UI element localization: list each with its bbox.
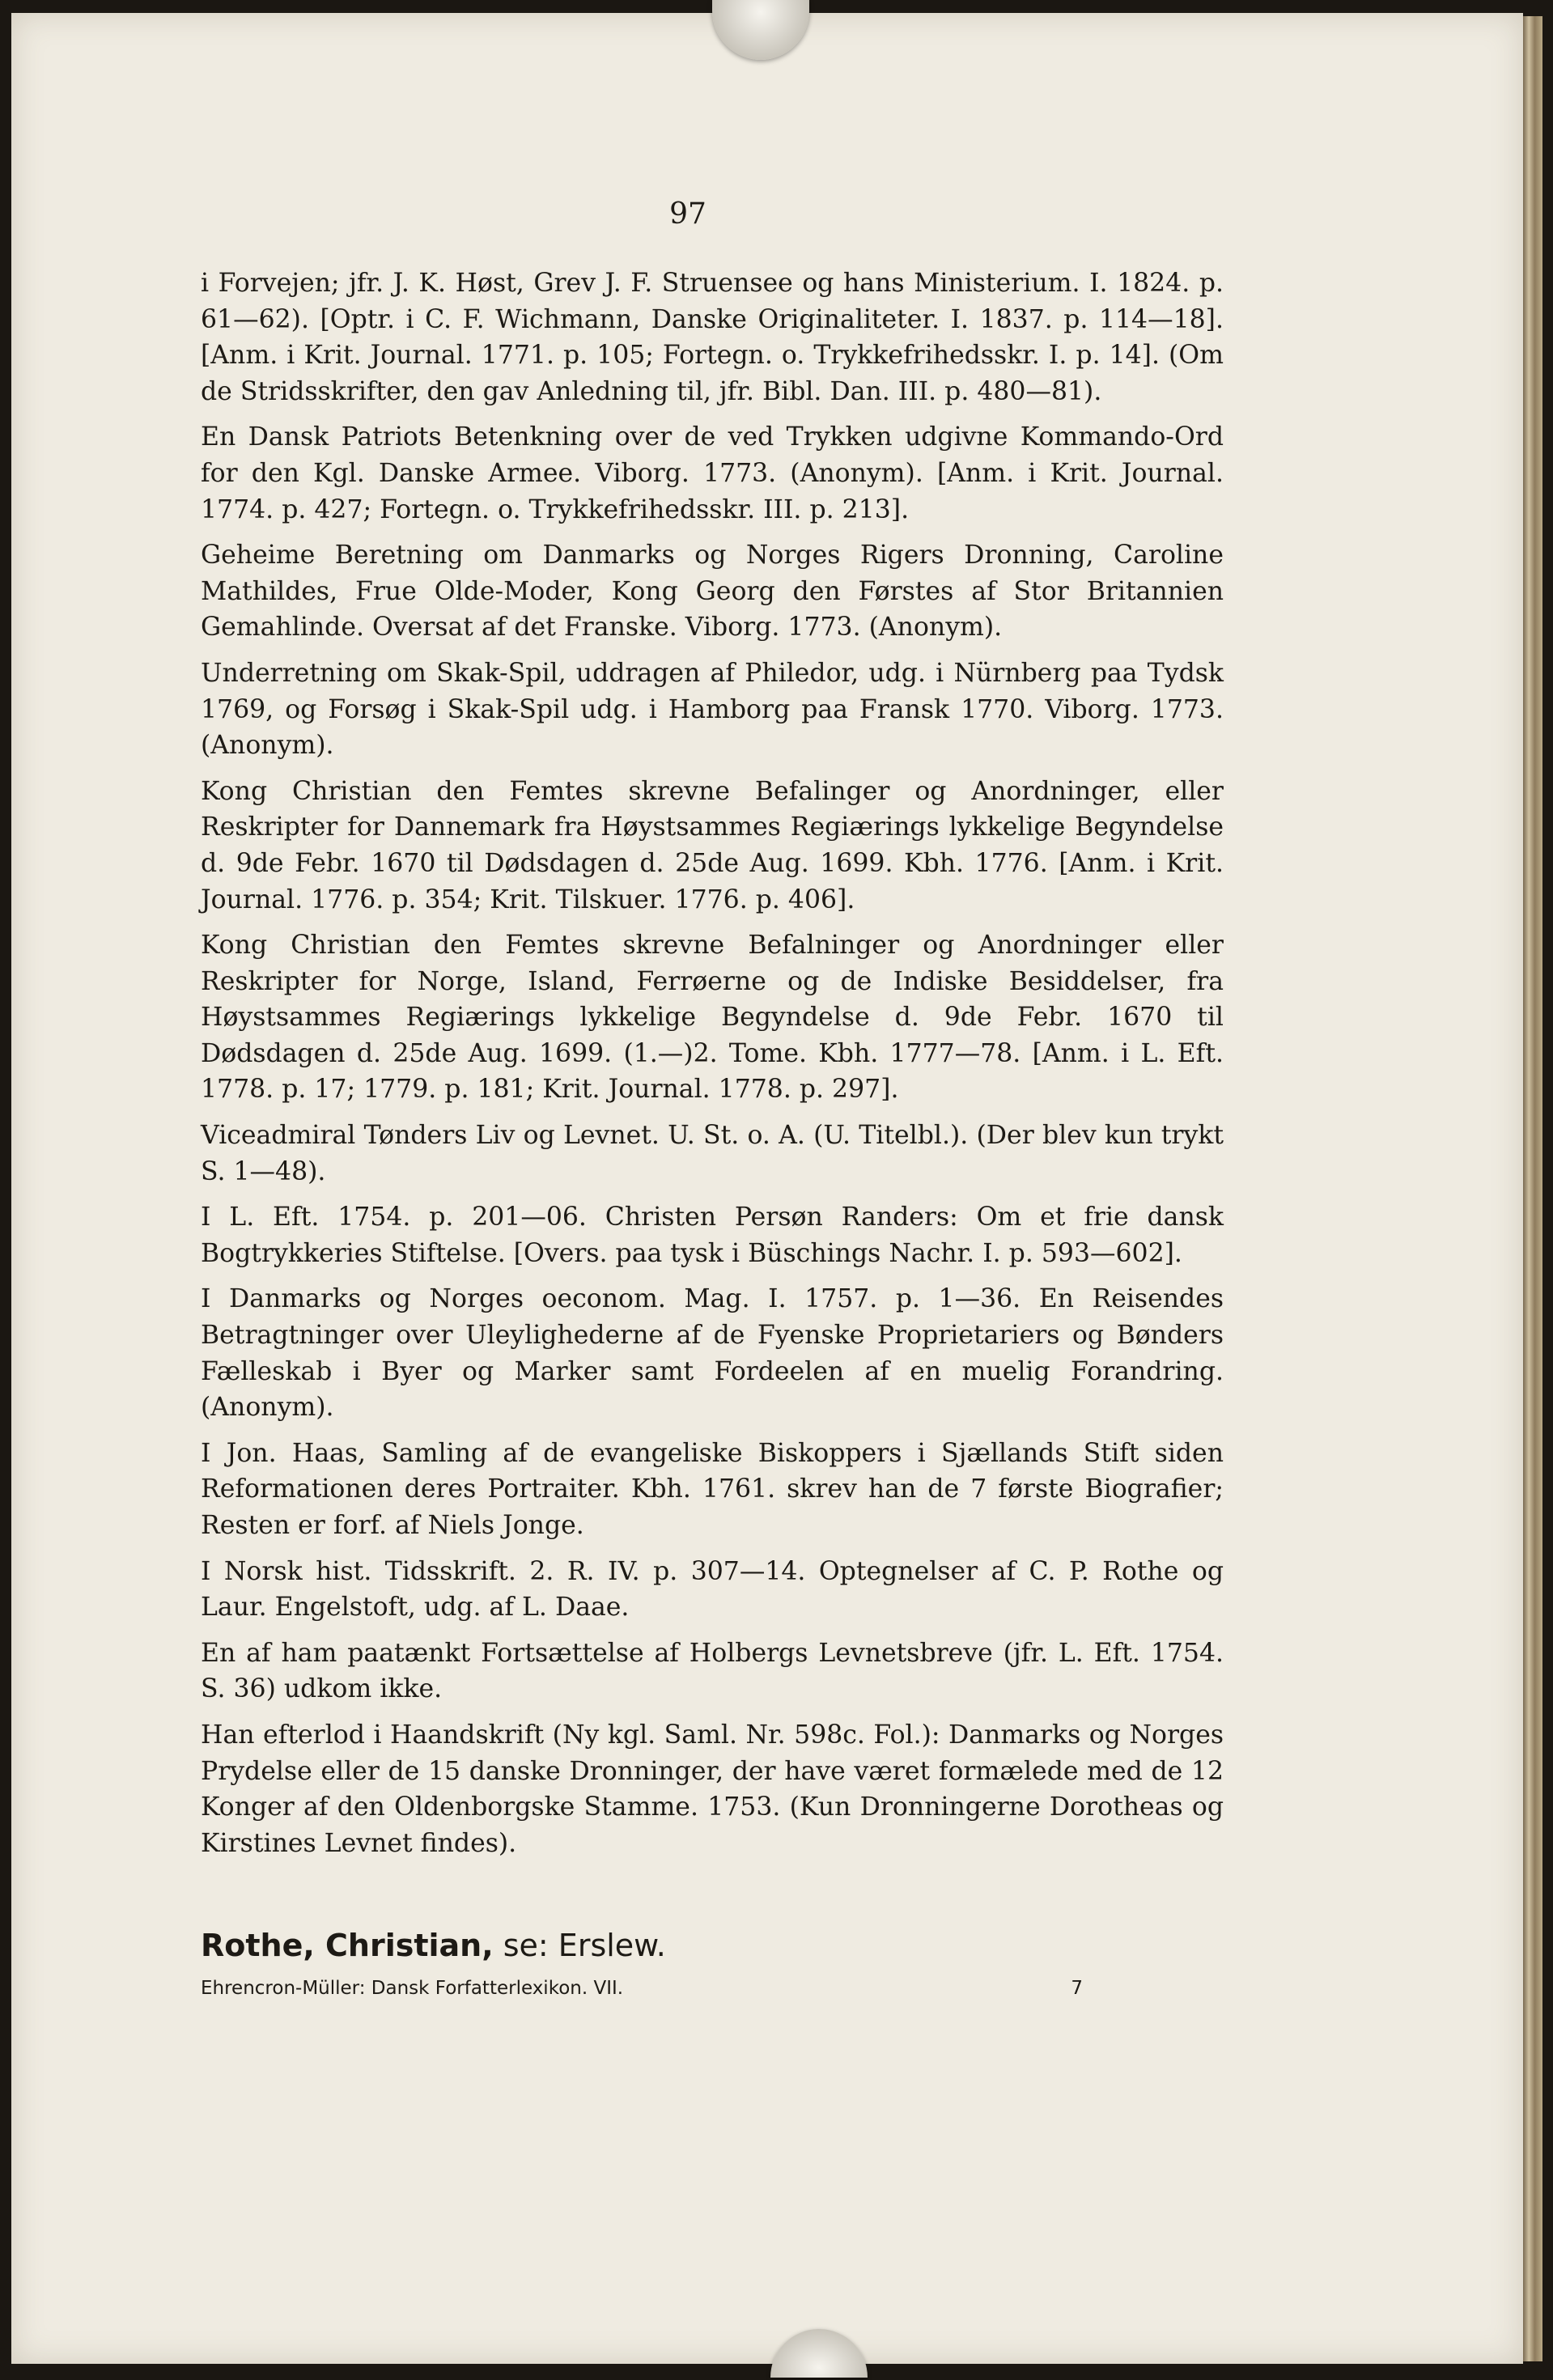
paragraph: Han efterlod i Haandskrift (Ny kgl. Saml. Nr. 598c. Fol.): Danmarks og Norges Prydelse eller de 15 danske Dronninger, der have været formælede med de 12 Konger af den Oldenborgske Stamme. 1753. (Kun Dronningerne Dorotheas og Kirstines Levnet findes). xyxy=(201,1720,1224,1858)
paragraph: I Jon. Haas, Samling af de evangeliske Biskoppers i Sjællands Stift siden Reformationen deres Portraiter. Kbh. 1761. skrev han de 7 første Biografier; Resten er forf. af Niels Jonge. xyxy=(201,1438,1224,1540)
paragraph: Geheime Beretning om Danmarks og Norges Rigers Dronning, Caroline Mathildes, Frue Olde-Moder, Kong Georg den Førstes af Stor Britannien Gemahlinde. Oversat af det Franske. Viborg. 1773. (Anonym). xyxy=(201,541,1224,643)
paragraph: Viceadmiral Tønders Liv og Levnet. U. St. o. A. (U. Titelbl.). (Der blev kun trykt S. 1—48). xyxy=(201,1121,1224,1186)
paragraph: Kong Christian den Femtes skrevne Befalinger og Anordninger, eller Reskripter for Dannemark fra Høystsammes Regiærings lykkelige Begyndelse d. 9de Febr. 1670 til Dødsdagen d. 25de Aug. 1699. Kbh. 1776. [Anm. i Krit. Journal. 1776. p. 354; Krit. Tilskuer. 1776. p. 406]. xyxy=(201,776,1224,914)
paragraph: I Danmarks og Norges oeconom. Mag. I. 1757. p. 1—36. En Reisendes Betragtninger over Uleylighederne af de Fyenske Proprietariers og Bønders Fælleskab i Byer og Marker samt Fordeelen af en muelig Forandring. (Anonym). xyxy=(201,1284,1224,1423)
paragraph: En Dansk Patriots Betenkning over de ved Trykken udgivne Kommando-Ord for den Kgl. Danske Armee. Viborg. 1773. (Anonym). [Anm. i Krit. Journal. 1774. p. 427; Fortegn. o. Trykkefrihedsskr. III. p. 213]. xyxy=(201,422,1224,524)
paragraph: I L. Eft. 1754. p. 201—06. Christen Persøn Randers: Om et frie dansk Bogtrykkeries Stiftelse. [Overs. paa tysk i Büschings Nachr. I. p. 593—602]. xyxy=(201,1203,1224,1268)
page-number: 97 xyxy=(669,197,706,231)
footer-signature: 7 xyxy=(1071,1978,1083,1999)
body-text xyxy=(201,265,1224,1871)
book-page-edge xyxy=(1523,16,1542,2361)
see-also-entry xyxy=(201,1928,666,1963)
paragraph: Kong Christian den Femtes skrevne Befalninger og Anordninger eller Reskripter for Norge, Island, Ferrøerne og de Indiske Besiddelser, fra Høystsammes Regiærings lykkelige Begyndelse d. 9de Febr. 1670 til Dødsdagen d. 25de Aug. 1699. (1.—)2. Tome. Kbh. 1777—78. [Anm. i L. Eft. 1778. p. 17; 1779. p. 181; Krit. Journal. 1778. p. 297]. xyxy=(201,931,1224,1105)
paragraph: Underretning om Skak-Spil, uddragen af Philedor, udg. i Nürnberg paa Tydsk 1769, og Forsøg i Skak-Spil udg. i Hamborg paa Fransk 1770. Viborg. 1773. (Anonym). xyxy=(201,658,1224,761)
paragraph: I Norsk hist. Tidsskrift. 2. R. IV. p. 307—14. Optegnelser af C. P. Rothe og Laur. Engelstoft, udg. af L. Daae. xyxy=(201,1556,1224,1623)
see-also-reference: se: Erslew. xyxy=(493,1928,666,1963)
footer-source: Ehrencron-Müller: Dansk Forfatterlexikon. VII. xyxy=(201,1978,624,1999)
see-also-name: Rothe, Christian, xyxy=(201,1928,494,1963)
paragraph: En af ham paatænkt Fortsættelse af Holbergs Levnetsbreve (jfr. L. Eft. 1754. S. 36) udkom ikke. xyxy=(201,1638,1224,1704)
page-footer xyxy=(201,1978,1083,1999)
paragraph: i Forvejen; jfr. J. K. Høst, Grev J. F. Struensee og hans Ministerium. I. 1824. p. 61—62). [Optr. i C. F. Wichmann, Danske Originaliteter. I. 1837. p. 114—18]. [Anm. i Krit. Journal. 1771. p. 105; Fortegn. o. Trykkefrihedsskr. I. p. 14]. (Om de Stridsskrifter, den gav Anledning til, jfr. Bibl. Dan. III. p. 480—81). xyxy=(201,269,1224,406)
